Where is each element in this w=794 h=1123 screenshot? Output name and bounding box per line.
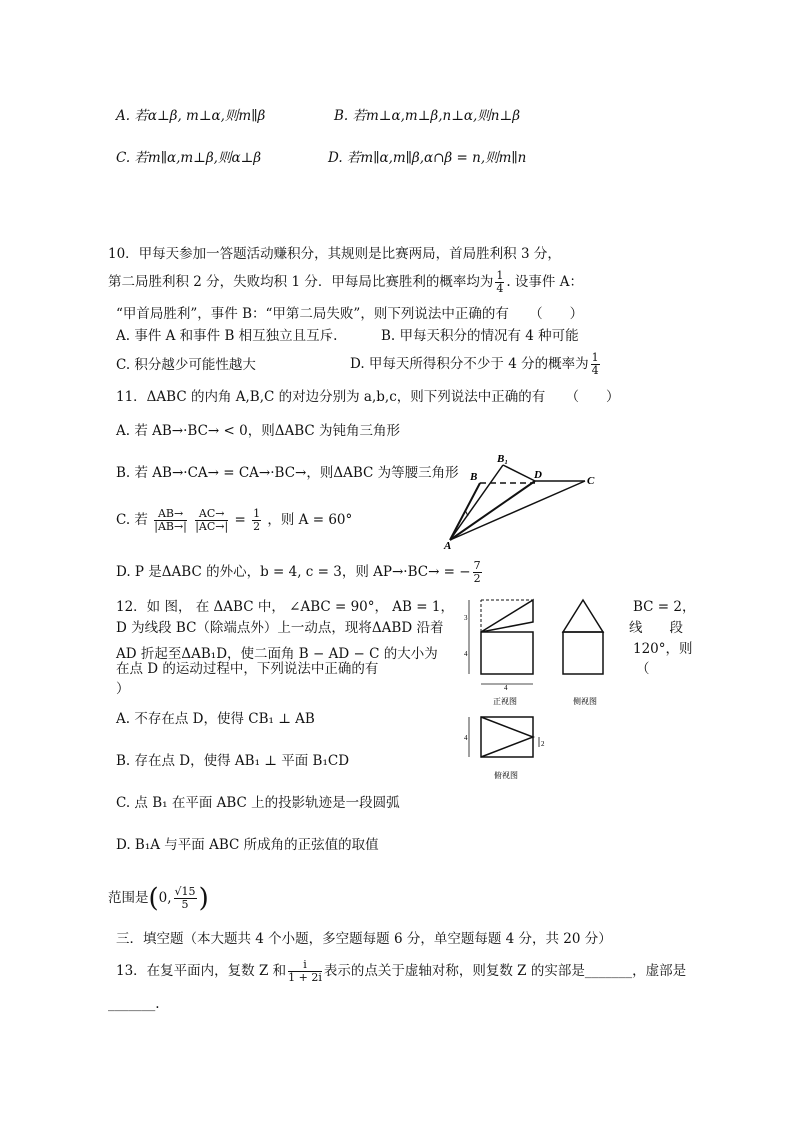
label-c: C xyxy=(587,475,595,487)
q9-option-b: B. 若m⊥α,m⊥β,n⊥α,则n⊥β xyxy=(334,108,520,124)
q12-range-zero: 0, xyxy=(158,890,172,906)
q10-option-b: B. 甲每天积分的情况有 4 种可能 xyxy=(381,328,579,344)
q12-stem-line1-right: BC = 2， xyxy=(633,599,696,615)
q10-line3: “甲首局胜利”，事件 B：“甲第二局失败”，则下列说法中正确的有 （ ） xyxy=(116,306,584,322)
top-view-label: 俯视图 xyxy=(494,771,518,780)
dim-4c: 4 xyxy=(464,734,468,742)
q10-fraction xyxy=(495,270,504,295)
q11-stem: 11．ΔABC 的内角 A,B,C 的对边分别为 a,b,c，则下列说法中正确的有 （ ） xyxy=(116,389,620,405)
label-d: D xyxy=(534,469,542,481)
q13-line1 xyxy=(116,959,686,984)
q11-option-d-num: 7 xyxy=(473,559,481,572)
q10-option-d-fraction xyxy=(591,352,600,377)
dim-3: 3 xyxy=(464,614,468,622)
q12-stem-line1: 12．如 图， 在 ΔABC 中， ∠ABC = 90°， AB = 1， xyxy=(116,599,454,615)
q12-stem-line4: 在点 D 的运动过程中，下列说法中正确的有 xyxy=(116,661,379,677)
q13-post: 表示的点关于虚轴对称，则复数 Z 的实部是_______，虚部是 xyxy=(323,963,687,979)
q10-line1: 10．甲每天参加一答题活动赚积分，其规则是比赛两局，首局胜利积 3 分， xyxy=(108,246,561,262)
q11-option-c-frac1-den: |AB→| xyxy=(154,520,187,533)
q10-option-d-den: 4 xyxy=(591,364,599,377)
q12-stem-line5: ） xyxy=(116,681,130,697)
paren-open: ( xyxy=(148,883,159,914)
q10-frac-num: 1 xyxy=(496,269,504,282)
q11-option-a: A. 若 AB→·BC→ < 0，则ΔABC 为钝角三角形 xyxy=(116,423,400,439)
q13-fraction xyxy=(288,959,322,984)
q12-range-num: √15 xyxy=(174,885,196,898)
label-b1: B₁ xyxy=(497,453,509,465)
dim-4: 4 xyxy=(464,650,468,658)
q11-option-c-half xyxy=(252,508,261,533)
front-view-label: 正视图 xyxy=(493,697,517,706)
q11-option-c-frac2 xyxy=(195,508,228,533)
q11-option-c-frac1 xyxy=(154,508,187,533)
q10-frac-den: 4 xyxy=(496,282,504,295)
q9-option-c: C. 若m∥α,m⊥β,则α⊥β xyxy=(116,150,262,166)
q11-option-d xyxy=(116,560,484,585)
q11-triangle-figure xyxy=(440,450,600,550)
q11-option-d-text: D. P 是ΔABC 的外心，b = 4, c = 3，则 AP→·BC→ = − xyxy=(116,564,471,580)
q13-pre: 13．在复平面内，复数 Z 和 xyxy=(116,963,287,979)
q11-option-c-pre: C. 若 xyxy=(116,512,148,528)
paren-close: ) xyxy=(198,883,209,914)
q10-option-c: C. 积分越少可能性越大 xyxy=(116,357,256,373)
q11-option-c-half-den: 2 xyxy=(253,520,261,533)
q10-line2-post: . 设事件 A： xyxy=(506,274,583,290)
q12-option-a: A. 不存在点 D，使得 CB₁ ⊥ AB xyxy=(116,711,315,727)
q12-stem-line3: AD 折起至ΔAB₁D，使二面角 B − AD − C 的大小为 xyxy=(116,646,438,662)
q12-option-b: B. 存在点 D，使得 AB₁ ⊥ 平面 B₁CD xyxy=(116,753,350,769)
q12-stem-line2: D 为线段 BC（除端点外）上一动点，现将ΔABD 沿着 xyxy=(116,620,444,636)
q11-option-c xyxy=(116,500,352,540)
q12-range xyxy=(108,880,209,917)
q11-option-b: B. 若 AB→·CA→ = CA→·BC→，则ΔABC 为等腰三角形 xyxy=(116,465,459,481)
q10-line2-pre: 第二局胜利积 2 分，失败均积 1 分．甲每局比赛胜利的概率均为 xyxy=(108,274,494,290)
q10-option-d-num: 1 xyxy=(591,351,599,364)
q10-line2 xyxy=(108,270,583,295)
dim-2: 2 xyxy=(541,740,545,748)
q12-stem-line2-right: 线 段 xyxy=(629,620,683,636)
q12-three-view-figure xyxy=(461,592,631,782)
q11-option-c-frac1-num: AB→ xyxy=(154,508,187,521)
q11-option-c-half-num: 1 xyxy=(253,507,261,520)
q11-option-c-frac2-den: |AC→| xyxy=(195,520,229,533)
side-view-label: 侧视图 xyxy=(573,697,597,706)
q13-frac-num: i xyxy=(288,959,322,972)
q11-option-c-post: ，则 A = 60° xyxy=(267,512,353,528)
label-a: A xyxy=(444,540,452,550)
q12-range-den: 5 xyxy=(181,898,189,911)
q12-range-pre: 范围是 xyxy=(108,890,149,906)
q12-stem-line3-right: 120°，则 xyxy=(633,641,693,657)
q11-option-c-eq: = xyxy=(234,512,246,528)
q10-option-d-text: D. 甲每天所得积分不少于 4 分的概率为 xyxy=(350,356,589,372)
section3-heading: 三．填空题（本大题共 4 个小题，多空题每题 6 分，单空题每题 4 分，共 20 分） xyxy=(116,931,612,947)
q9-option-d: D. 若m∥α,m∥β,α∩β = n,则m∥n xyxy=(328,150,527,166)
q11-option-d-den: 2 xyxy=(473,572,481,585)
q11-option-c-frac2-num: AC→ xyxy=(195,508,228,521)
q12-option-d: D. B₁A 与平面 ABC 所成角的正弦值的取值 xyxy=(116,837,379,853)
q12-stem-line4-right: （ xyxy=(636,661,650,677)
q12-range-fraction xyxy=(174,886,197,911)
q13-line2: _______. xyxy=(108,996,160,1012)
q9-option-a: A. 若α⊥β, m⊥α,则m∥β xyxy=(116,108,266,124)
q13-frac-den: 1 + 2i xyxy=(288,971,322,984)
q10-option-a: A. 事件 A 和事件 B 相互独立且互斥. xyxy=(116,328,338,344)
label-b: B xyxy=(470,471,478,483)
q10-option-d xyxy=(350,352,602,377)
q12-option-c: C. 点 B₁ 在平面 ABC 上的投影轨迹是一段圆弧 xyxy=(116,795,400,811)
q11-option-d-fraction xyxy=(473,560,482,585)
dim-4b: 4 xyxy=(504,684,508,692)
